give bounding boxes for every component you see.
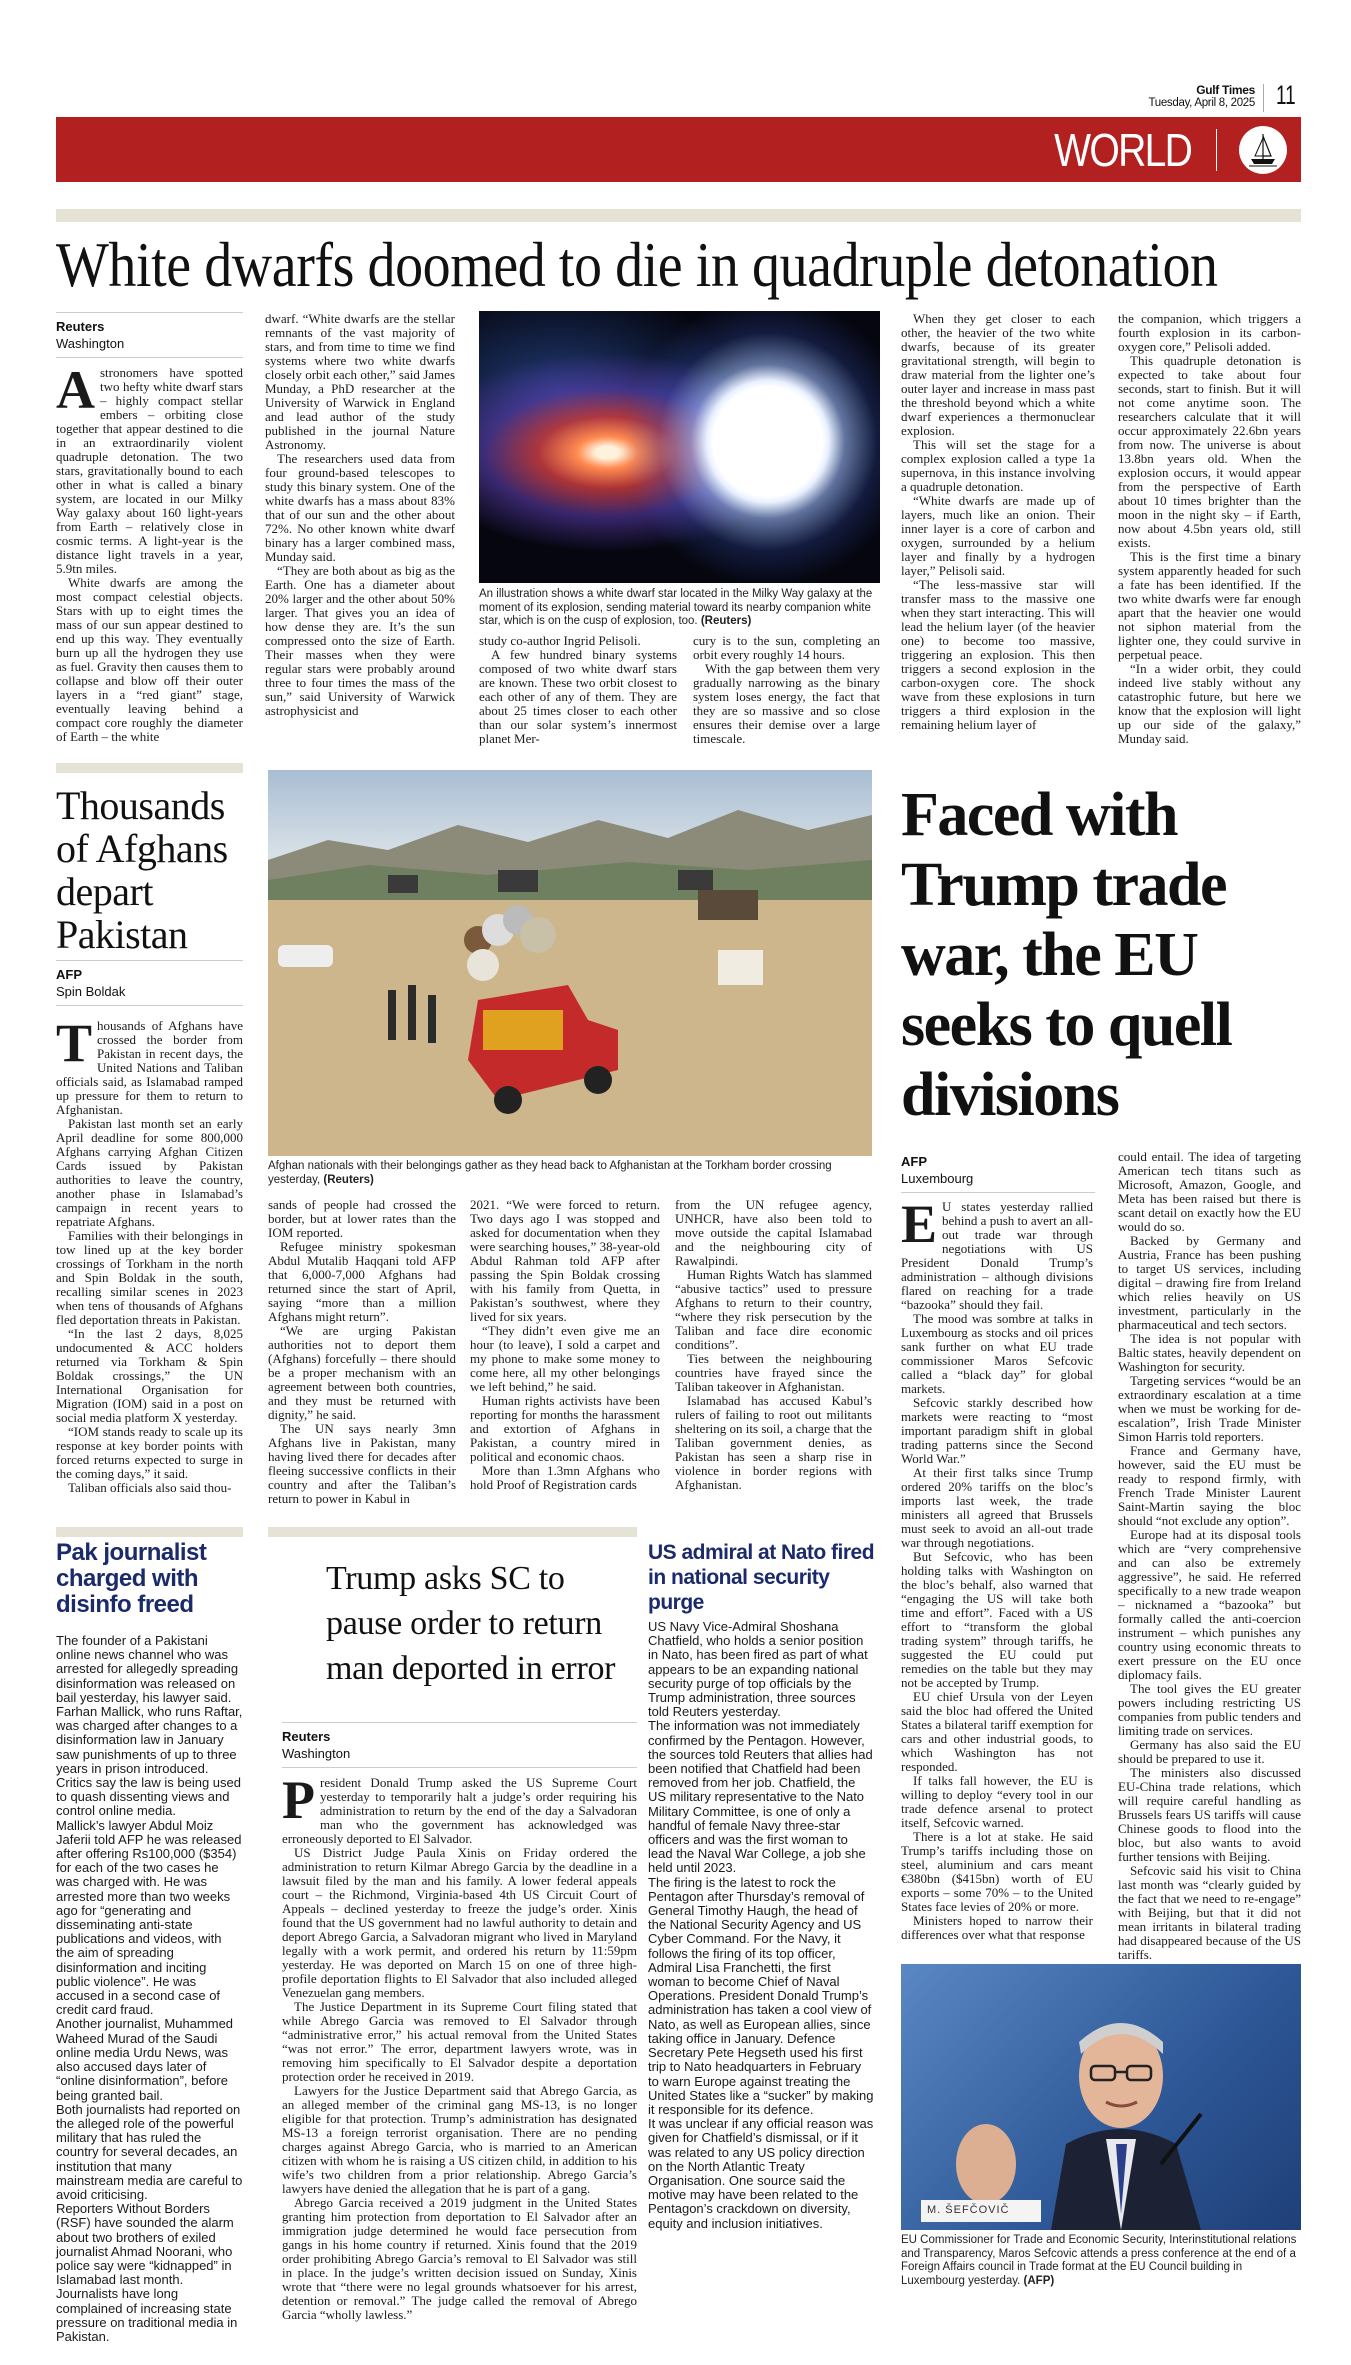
paragraph: The founder of a Pakistani online news channel who was arrested for allegedly spreading disinformation was released on bail yesterday, his lawyer said. <box>56 1633 239 1705</box>
masthead-info <box>1148 84 1255 110</box>
paragraph: “They didn’t even give me an hour (to leave), I sold a carpet and my phone to make some money to come here, all my other belongings we left behind,” he said. <box>470 1323 660 1394</box>
paragraph: Mallick’s lawyer Abdul Moiz Jaferii told AFP he was released after offering Rs100,000 ($354) for each of the two cases he was charged with. He was arrested more than two weeks ago for “generating and disseminating anti-state publications and videos, with the aim of spreading disinformation and inciting public violence”. He was accused in a second case of credit card fraud. <box>56 1817 242 2018</box>
dwarfs-byline <box>56 312 243 358</box>
top-rule <box>56 209 1301 222</box>
paragraph: Astronomers have spotted two hefty white dwarf stars – highly compact stellar embers – orbiting close together that appear destined to die in an extraordinarily violent quadruple detonation. The two stars, gravitationally bound to each other in what is called a binary system, are located in our Milky Way galaxy about 160 light-years from Earth – relatively close in cosmic terms. A light-year is the distance light travels in a year, 5.9tn miles. <box>56 360 243 576</box>
afghans-caption <box>268 1160 872 1187</box>
paragraph: It was unclear if any official reason was given for Chatfield’s dismissal, or if it was related to any US policy direction on the North Atlantic Treaty Organisation. One source said the motive may have been related to the Pentagon’s crackdown on diversity, equity and inclusion initiatives. <box>648 2116 874 2231</box>
paragraph: This quadruple detonation is expected to take about four seconds, start to finish. But it will not come anytime soon. The researchers calculate that it will occur approximately 22.6bn years from now. The universe is about 13.8bn years old. When the explosion occurs, it would appear from the perspective of Earth about 10 times brighter than the moon in the night sky – if Earth, now about 4.5bn years old, still exists. <box>1118 353 1301 550</box>
dwarfs-column-4 <box>693 634 880 746</box>
dwarfs-column-3 <box>479 634 677 746</box>
paragraph: But Sefcovic, who has been holding talks with Washington on the bloc’s behalf, also warned that “engaging the US will take both time and effort”. Faced with a US effort to “transform the global trading system” through tariffs, he suggested the EU could put remedies on the table but they may not be accepted by Trump. <box>901 1549 1093 1690</box>
sefcovic-photo <box>901 1964 1301 2230</box>
caption-text: Afghan nationals with their belongings gather as they head back to Afghanistan at the Torkham border crossing yesterday, <box>268 1160 832 1186</box>
paragraph: Pakistan last month set an early April deadline for some 800,000 Afghans carrying Afghan Citizen Cards issued by Pakistan authorities to leave the country, another phase in Islamabad’s campaign in recent years to repatriate Afghans. <box>56 1116 243 1229</box>
afghans-rule <box>56 763 243 773</box>
eu-column-1 <box>901 1194 1093 1942</box>
paragraph: White dwarfs are among the most compact celestial objects. Stars with up to eight times the mass of our sun appear destined to end up this way. They eventually burn up all the hydrogen they use as fuel. Gravity then causes them to collapse and blow off their outer layers in a “red giant” stage, eventually leaving behind a compact core roughly the diameter of Earth – the white <box>56 575 243 744</box>
paragraph: If talks fall however, the EU is willing to deploy “every tool in our trade defence arsenal to protect itself, Sefcovic warned. <box>901 1773 1093 1830</box>
paragraph: Taliban officials also said thou- <box>68 1480 232 1495</box>
pak-rule <box>56 1527 243 1537</box>
paragraph: The firing is the latest to rock the Pentagon after Thursday’s removal of General Timothy Haugh, the head of the National Security Agency and US Cyber Command. For the Navy, it follows the firing of its top officer, Admiral Lisa Franchetti, the first woman to become Chief of Naval Operations. President Donald Trump’s administration has taken a cool view of Nato, as well as European allies, since taking office in January. Defence Secretary Pete Hegseth used his first trip to Nato headquarters in February to warn Europe against treating the United States like a “sucker” by making it responsible for its defence. <box>648 1874 874 2117</box>
paragraph: Families with their belongings in tow lined up at the key border crossings of Torkham in the north and Spin Boldak in the south, recalling similar scenes in 2023 when tens of thousands of Afghans fled deportation threats in Pakistan. <box>56 1228 243 1327</box>
byline-place: Spin Boldak <box>56 984 126 999</box>
paragraph: A few hundred binary systems composed of two white dwarf stars are known. These two orbit closest to each other of any of them. They are about 25 times closer to each other than our solar system’s innermost planet Mer- <box>479 647 677 746</box>
afghans-headline: Thousands of Afghans depart Pakistan <box>56 783 228 957</box>
paragraph: The UN says nearly 3mn Afghans live in Pakistan, many having lived there for decades after fleeing successive conflicts in their country and after the Taliban’s return to power in Kabul in <box>268 1421 456 1506</box>
paragraph: Reporters Without Borders (RSF) have sounded the alarm about two brothers of exiled journalist Ahmad Noorani, who police say were “kidnapped” in Islamabad last month. <box>56 2201 234 2288</box>
afghans-column-1 <box>56 1013 243 1495</box>
paragraph: “We are urging Pakistan authorities not to deport them (Afghans) forcefully – there should be a proper mechanism with an agreement between both countries, and they must be returned with dignity,” he said. <box>268 1323 456 1422</box>
eu-column-2 <box>1118 1150 1301 1962</box>
paragraph: Journalists have long complained of increasing state pressure on traditional media in Pakistan. <box>56 2286 238 2344</box>
paragraph: Backed by Germany and Austria, France has been pushing to target US services, including digital – drawing fire from Ireland which relies heavily on US investment, particularly in the pharmaceutical and tech sectors. <box>1118 1233 1301 1332</box>
trump-headline: Trump asks SC to pause order to return man deported in error <box>326 1560 616 1687</box>
nameplate-text: M. ŠEFČOVIČ <box>927 2204 1010 2216</box>
paragraph: EU chief Ursula von der Leyen said the bloc had offered the United States a bilateral tariff exemption for cars and other industrial goods, to which Washington has not responded. <box>901 1689 1093 1774</box>
paragraph: Farhan Mallick, who runs Raftar, was charged after changes to a disinformation law in January saw punishments of up to three years in prison introduced. <box>56 1704 243 1776</box>
afghans-byline <box>56 960 243 1006</box>
afghans-column-2 <box>268 1198 456 1506</box>
dwarfs-caption <box>479 588 880 629</box>
paragraph: The information was not immediately confirmed by the Pentagon. However, the sources told Reuters that allies had been notified that Chatfield had been removed from her job. Chatfield, the US military representative to the Nato Military Committee, is one of only a handful of female Navy three-star officers and was the first woman to lead the Naval War College, a job she held until 2023. <box>648 1718 873 1876</box>
paragraph: 2021. “We were forced to return. Two days ago I was stopped and asked for documentation when they were searching houses,” 38-year-old Abdul Rahman told AFP after passing the Spin Boldak crossing with his family from Quetta, in Pakistan’s southwest, where they lived for six years. <box>470 1197 660 1324</box>
issue-date: Tuesday, April 8, 2025 <box>1148 97 1255 109</box>
pak-body <box>56 1634 243 2344</box>
eu-caption <box>901 2234 1301 2288</box>
paragraph: More than 1.3mn Afghans who hold Proof of Registration cards <box>470 1463 660 1492</box>
paragraph: This is the first time a binary system apparently headed for such a fate has been identified. If the two white dwarfs were far enough apart that the heavier one would not siphon material from the lighter one, they could survive in perpetual peace. <box>1118 549 1301 662</box>
paragraph: Sefcovic starkly described how markets were reacting to “most important paradigm shift in global trading patterns since the Second World War.” <box>901 1395 1093 1466</box>
paragraph: study co-author Ingrid Pelisoli. <box>479 633 641 648</box>
caption-credit: (Reuters) <box>700 615 752 627</box>
paragraph: could entail. The idea of targeting American tech titans such as Microsoft, Amazon, Google, and Meta has been raised but there is scant detail on exactly how the EU would do so. <box>1118 1149 1301 1234</box>
paragraph: The tool gives the EU greater powers including restricting US companies from public tenders and limiting trade on services. <box>1118 1681 1301 1738</box>
section-divider <box>1216 129 1217 171</box>
paragraph: President Donald Trump asked the US Supreme Court yesterday to temporarily halt a judge’s order requiring his administration to return by the end of the day a Salvadoran man who the government has acknowledged was erroneously deported to El Salvador. <box>282 1770 637 1846</box>
paragraph: “The less-massive star will transfer mass to the massive one when they start interacting. This will lead the helium layer (of the heavier one) to become too massive, triggering an explosion. This then triggers a second explosion in the carbon-oxygen core. The shock wave from these explosions in turn triggers a third explosion in the remaining helium layer of <box>901 577 1095 732</box>
paragraph: The Justice Department in its Supreme Court filing stated that while Abrego Garcia was removed to El Salvador through “administrative error,” his actual removal from the United States “was not error.” The error, department lawyers wrote, was in removing him specifically to El Salvador despite a deportation protection order he received in 2019. <box>282 1999 637 2084</box>
paragraph: Another journalist, Muhammed Waheed Murad of the Saudi online media Urdu News, was also accused days later of “online disinformation”, before being granted bail. <box>56 2016 234 2103</box>
torkham-border-photo <box>268 770 872 1156</box>
eu-byline <box>901 1148 1095 1193</box>
byline-place: Washington <box>56 336 125 351</box>
page-number: 11 <box>1276 80 1296 110</box>
admiral-body <box>648 1620 874 2231</box>
masthead-divider <box>1263 84 1264 112</box>
paragraph: Lawyers for the Justice Department said that Abrego Garcia, as an alleged member of the criminal gang MS-13, is no longer eligible for that protection. Trump’s administration has designated MS-13 a foreign terrorist organisation. There are no pending charges against Abrego Garcia, who is married to an American citizen with whom he is raising a US citizen child, in addition to his wife’s two children from a prior relationship. Abrego Garcia’s lawyers have denied the allegation that he is part of a gang. <box>282 2083 637 2196</box>
dwarfs-column-6 <box>1118 312 1301 746</box>
afghans-column-4 <box>675 1198 872 1492</box>
dwarfs-column-1 <box>56 360 243 744</box>
caption-text: An illustration shows a white dwarf star located in the Milky Way galaxy at the moment of its explosion, sending material toward its nearby companion white star, which is on the cusp of explosion, too. <box>479 588 873 627</box>
paragraph: “White dwarfs are made up of layers, much like an onion. Their inner layer is a core of carbon and oxygen, surrounded by a helium layer and finally by a hydrogen layer,” Pelisoli said. <box>901 493 1095 578</box>
caption-credit: (Reuters) <box>323 1173 374 1186</box>
paragraph: “In a wider orbit, they could indeed live stably without any catastrophic future, but here we know that the explosion will light up our side of the galaxy,” Munday said. <box>1118 661 1301 746</box>
paragraph: EU states yesterday rallied behind a push to avert an all-out trade war through negotiations with US President Donald Trump’s administration – although divisions flared on reaching for a trade “bazooka” should they fail. <box>901 1194 1093 1312</box>
trump-rule <box>268 1527 637 1537</box>
paper-name: Gulf Times <box>1196 83 1255 97</box>
paragraph: “In the last 2 days, 8,025 undocumented & ACC holders returned via Torkham & Spin Boldak crossings,” the UN International Organisation for Migration (IOM) said in a post on social media platform X yesterday. <box>56 1326 243 1425</box>
paragraph: cury is to the sun, completing an orbit every roughly 14 hours. <box>693 633 880 662</box>
trump-body <box>282 1770 637 2322</box>
paragraph: Human Rights Watch has slammed “abusive tactics” used to pressure Afghans to return to their country, “where they risk persecution by the Taliban and face dire economic conditions”. <box>675 1267 872 1352</box>
paragraph: Ministers hoped to narrow their differences over what that response <box>901 1913 1093 1942</box>
caption-credit: (AFP) <box>1023 2274 1055 2287</box>
dhow-logo-icon <box>1239 126 1287 174</box>
paragraph: Critics say the law is being used to quash dissenting views and control online media. <box>56 1775 241 1819</box>
paragraph: This will set the stage for a complex explosion called a type 1a supernova, in this instance involving a quadruple detonation. <box>901 437 1095 494</box>
paragraph: There is a lot at stake. He said Trump’s tariffs including those on steel, aluminium and cars meant €380bn ($415bn) worth of EU exports – some 70% – to the United States face levies of 20% or more. <box>901 1829 1093 1914</box>
byline-place: Washington <box>282 1746 351 1761</box>
eu-headline: Faced with Trump trade war, the EU seeks to quell divisions <box>901 781 1232 1129</box>
paragraph: Refugee ministry spokesman Abdul Mutalib Haqqani told AFP that 6,000-7,000 Afghans had returned since the start of April, saying “more than a million Afghans might return”. <box>268 1239 456 1324</box>
paragraph: Abrego Garcia received a 2019 judgment in the United States granting him protection from deportation to El Salvador after an immigration judge determined he would face persecution from gangs in his home country if returned. Xinis found that the 2019 order prohibiting Abrego Garcia’s removal to El Salvador was still in place. In the judge’s written decision issued on Sunday, Xinis wrote that “there were no legal grounds whatsoever for his arrest, detention or removal.” The judge called the removal of Abrego Garcia “wholly lawless.” <box>282 2195 637 2322</box>
white-dwarf-illustration <box>479 311 880 583</box>
byline-agency: AFP <box>56 967 82 982</box>
paragraph: Germany has also said the EU should be prepared to use it. <box>1118 1737 1301 1766</box>
paragraph: The ministers also discussed EU-China trade relations, which will require careful handling as Brussels fears US tariffs will cause Chinese goods to flood into the bloc, but also wants to avoid further tensions with Beijing. <box>1118 1765 1301 1864</box>
pak-headline: Pak journalist charged with disinfo freed <box>56 1539 207 1618</box>
trump-byline <box>282 1722 637 1768</box>
paragraph: Ties between the neighbouring countries have frayed since the Taliban takeover in Afghanistan. <box>675 1351 872 1394</box>
paragraph: Thousands of Afghans have crossed the border from Pakistan in recent days, the United Nations and Taliban officials said, as Islamabad ramped up pressure for them to return to Afghanistan. <box>56 1013 243 1117</box>
section-title: WORLD <box>1053 124 1191 176</box>
dwarfs-column-2 <box>265 312 455 718</box>
paragraph: The mood was sombre at talks in Luxembourg as stocks and oil prices sank further on what EU trade commissioner Maros Sefcovic called a “black day” for global markets. <box>901 1311 1093 1396</box>
paragraph: Both journalists had reported on the alleged role of the powerful military that has ruled the country for several decades, an institution that many mainstream media are careful to avoid criticising. <box>56 2101 243 2202</box>
paragraph: “They are both about as big as the Earth. One has a diameter about 20% larger and the other about 50% larger. That gives you an idea of how dense they are. It’s the sun compressed onto the size of Earth. Their masses when they were regular stars were probably around three to four times the mass of the sun,” said University of Warwick astrophysicist and <box>265 563 455 718</box>
paragraph: The idea is not popular with Baltic states, heavily dependent on Washington for security. <box>1118 1331 1301 1374</box>
paragraph: Targeting services “would be an extraordinary escalation at a time when we must be working for de-escalation”, Irish Trade Minister Simon Harris told reporters. <box>1118 1373 1301 1444</box>
paragraph: France and Germany have, however, said the EU must be ready to respond firmly, with French Trade Minister Laurent Saint-Martin saying the bloc should “not exclude any option”. <box>1118 1443 1301 1528</box>
byline-agency: Reuters <box>282 1729 331 1744</box>
paragraph: US District Judge Paula Xinis on Friday ordered the administration to return Kilmar Abrego Garcia by the deadline in a lawsuit filed by the man and his family. A lower federal appeals court – the Richmond, Virginia-based 4th US Circuit Court of Appeals – declined yesterday to freeze the judge’s order. Xinis found that the US government had no lawful authority to detain and deport Abrego Garcia, a Salvadoran migrant who lived in Maryland legally with a work permit, and ordered his return by 11:59pm yesterday. He was deported on March 15 on one of three high-profile deportation flights to El Salvador that also included alleged Venezuelan gang members. <box>282 1845 637 2000</box>
paragraph: sands of people had crossed the border, but at lower rates than the IOM reported. <box>268 1197 456 1240</box>
admiral-headline: US admiral at Nato fired in national security purge <box>648 1541 875 1614</box>
paragraph: “IOM stands ready to scale up its response at key border points with forced returns expected to surge in the coming days,” it said. <box>56 1424 243 1481</box>
paragraph: Islamabad has accused Kabul’s rulers of failing to root out militants sheltering on its soil, a charge that the Taliban government denies, as Pakistan has seen a sharp rise in violence in border regions with Afghanistan. <box>675 1393 872 1492</box>
byline-agency: AFP <box>901 1154 927 1169</box>
afghans-column-3 <box>470 1198 660 1492</box>
paragraph: dwarf. “White dwarfs are the stellar remnants of the vast majority of stars, and from time to time we find systems where two white dwarfs closely orbit each other,” said James Munday, a PhD researcher at the University of Warwick in England and lead author of the study published in the journal Nature Astronomy. <box>265 311 455 452</box>
paragraph: The researchers used data from four ground-based telescopes to study this binary system. One of the white dwarfs has a mass about 83% that of our sun and the other about 72%. No other known white dwarf binary has a larger combined mass, Munday said. <box>265 451 455 564</box>
dwarfs-column-5 <box>901 312 1095 732</box>
byline-place: Luxembourg <box>901 1171 974 1186</box>
paragraph: Human rights activists have been reporting for months the harassment and extortion of Afghans in Pakistan, a country mired in political and economic chaos. <box>470 1393 660 1464</box>
paragraph: Sefcovic said his visit to China last month was “clearly guided by the fact that we need to re-engage” with Beijing, but that it did not mean irritants in bilateral trading had disappeared because of the US tariffs. <box>1118 1863 1301 1962</box>
dwarfs-headline: White dwarfs doomed to die in quadruple detonation <box>56 229 1218 300</box>
paragraph: At their first talks since Trump ordered 20% tariffs on the bloc’s imports last week, the trade ministers all agreed that Brussels must seek to avoid an all-out trade war through negotiations. <box>901 1465 1093 1550</box>
paragraph: With the gap between them very gradually narrowing as the binary system loses energy, the fact that they are so massive and so close ensures their demise over a large timescale. <box>693 661 880 746</box>
paragraph: Europe had at its disposal tools which are “very comprehensive and can also be extremely aggressive”, he said. He referred specifically to a new trade weapon – nicknamed a “bazooka” but formally called the anti-coercion instrument – which punishes any country using economic threats to exert pressure on the EU once diplomacy fails. <box>1118 1527 1301 1682</box>
paragraph: the companion, which triggers a fourth explosion in its carbon-oxygen core,” Pelisoli added. <box>1118 311 1301 354</box>
paragraph: from the UN refugee agency, UNHCR, have also been told to move outside the capital Islamabad and the neighbouring city of Rawalpindi. <box>675 1197 872 1268</box>
section-band <box>56 117 1301 182</box>
paragraph: When they get closer to each other, the heavier of the two white dwarfs, because of its greater gravitational strength, will begin to draw material from the lighter one’s outer layer and increase in mass past the threshold beyond which a white dwarf experiences a thermonuclear explosion. <box>901 311 1095 438</box>
caption-text: EU Commissioner for Trade and Economic Security, Interinstitutional relations and Transparency, Maros Sefcovic attends a press conference at the end of a Foreign Affairs council in Trade format at the EU Council building in Luxembourg yesterday. <box>901 2234 1297 2287</box>
paragraph: US Navy Vice-Admiral Shoshana Chatfield, who holds a senior position in Nato, has been fired as part of what appears to be an expanding national security purge of top officials by the Trump administration, three sources told Reuters yesterday. <box>648 1619 868 1720</box>
byline-agency: Reuters <box>56 319 105 334</box>
